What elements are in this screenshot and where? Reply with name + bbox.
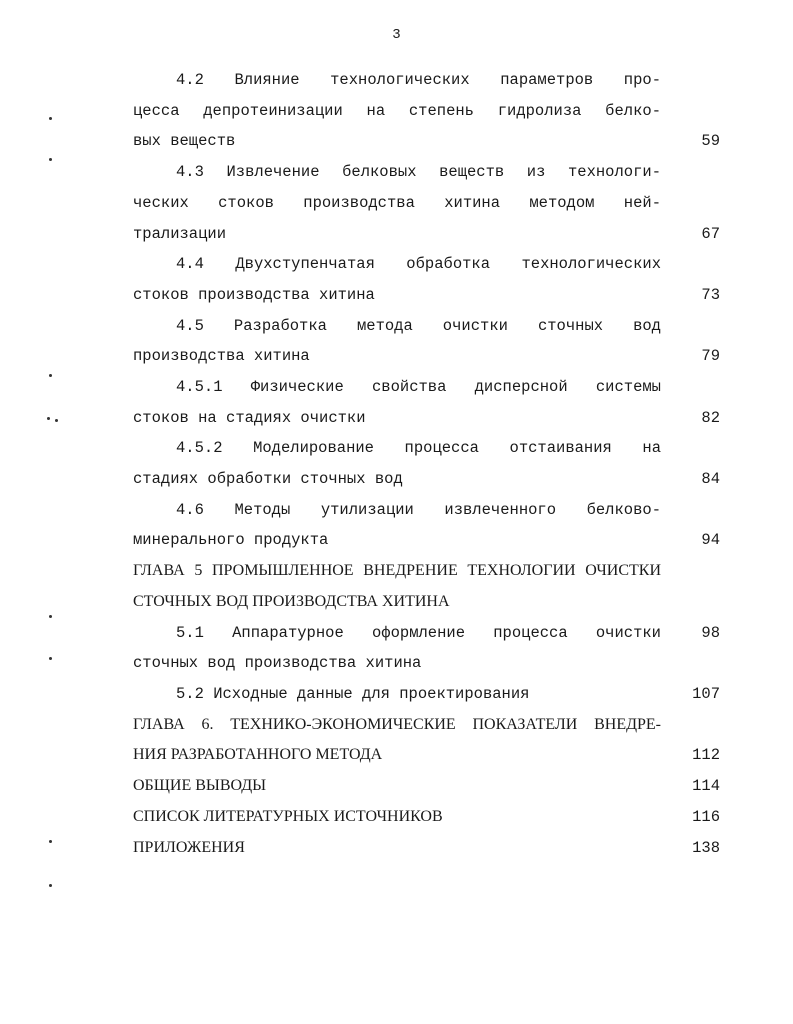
toc-line: 4.5 Разработка метода очистки сточных вод (176, 317, 661, 335)
toc-line: стоков производства хитина (133, 286, 375, 304)
toc-line: минерального продукта (133, 531, 329, 549)
toc-line: 5.1 Аппаратурное оформление процесса очистки (176, 624, 661, 642)
toc-line: вых веществ (133, 132, 236, 150)
toc-line: 4.4 Двухступенчатая обработка технологических (176, 255, 661, 273)
toc-page-number: 107 (692, 685, 720, 703)
toc-line: ческих стоков производства хитина методом ней- (133, 194, 661, 212)
toc-page-number: 116 (692, 808, 720, 826)
scan-speck (49, 615, 52, 618)
toc-chapter-line: СТОЧНЫХ ВОД ПРОИЗВОДСТВА ХИТИНА (133, 593, 450, 610)
toc-chapter-line: СПИСОК ЛИТЕРАТУРНЫХ ИСТОЧНИКОВ (133, 808, 443, 825)
toc-line: сточных вод производства хитина (133, 654, 422, 672)
toc-chapter-line: ГЛАВА 6. ТЕХНИКО-ЭКОНОМИЧЕСКИЕ ПОКАЗАТЕЛИ ВНЕДРЕ- (133, 716, 661, 733)
toc-line: 4.5.1 Физические свойства дисперсной системы (176, 378, 661, 396)
toc-page-number: 79 (701, 347, 720, 365)
scan-speck (49, 158, 52, 161)
toc-page-number: 67 (701, 225, 720, 243)
toc-page-number: 114 (692, 777, 720, 795)
scan-speck (49, 657, 52, 660)
toc-line: стоков на стадиях очистки (133, 409, 366, 427)
scan-speck (49, 117, 52, 120)
toc-line: 5.2 Исходные данные для проектирования (176, 685, 530, 703)
page-number: 3 (392, 27, 401, 43)
toc-chapter-line: ГЛАВА 5 ПРОМЫШЛЕННОЕ ВНЕДРЕНИЕ ТЕХНОЛОГИИ ОЧИСТКИ (133, 562, 661, 579)
toc-line: производства хитина (133, 347, 310, 365)
toc-page-number: 73 (701, 286, 720, 304)
toc-chapter-line: НИЯ РАЗРАБОТАННОГО МЕТОДА (133, 746, 383, 763)
toc-chapter-line: ОБЩИЕ ВЫВОДЫ (133, 777, 267, 794)
toc-page-number: 138 (692, 839, 720, 857)
toc-page-number: 98 (701, 624, 720, 642)
toc-page-number: 112 (692, 746, 720, 764)
toc-line: цесса депротеинизации на степень гидролиза белко- (133, 102, 661, 120)
toc-page-number: 82 (701, 409, 720, 427)
scan-speck (49, 884, 52, 887)
toc-page-number: 94 (701, 531, 720, 549)
toc-line: стадиях обработки сточных вод (133, 470, 403, 488)
toc-line: 4.6 Методы утилизации извлеченного белково- (176, 501, 661, 519)
scan-speck (47, 417, 50, 420)
toc-line: 4.5.2 Моделирование процесса отстаивания на (176, 439, 661, 457)
scan-speck (49, 840, 52, 843)
toc-chapter-line: ПРИЛОЖЕНИЯ (133, 839, 245, 856)
scan-speck (55, 419, 58, 422)
toc-page-number: 59 (701, 132, 720, 150)
toc-line: 4.2 Влияние технологических параметров про- (176, 71, 661, 89)
toc-line: трализации (133, 225, 227, 243)
toc-line: 4.3 Извлечение белковых веществ из технологи- (176, 163, 661, 181)
scan-speck (49, 374, 52, 377)
toc-page-number: 84 (701, 470, 720, 488)
